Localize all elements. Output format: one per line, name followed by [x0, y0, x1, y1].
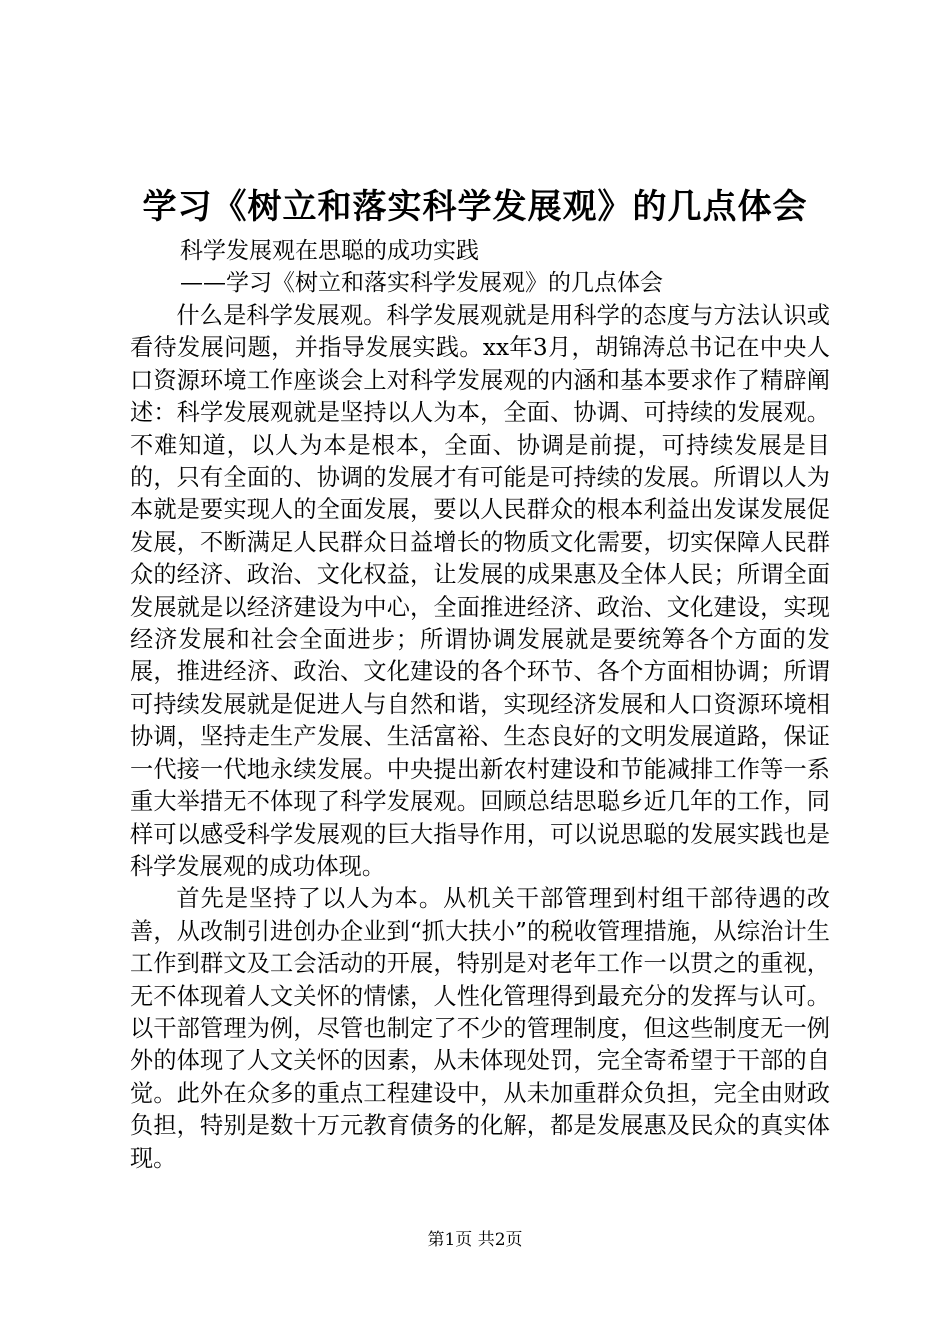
subtitle-secondary: ——学习《树立和落实科学发展观》的几点体会 [180, 270, 663, 296]
subtitle-main: 科学发展观在思聪的成功实践 [180, 238, 479, 264]
page-title: 学习《树立和落实科学发展观》的几点体会 [142, 187, 808, 227]
page-number-footer: 第1页 共2页 [427, 1230, 523, 1250]
paragraph-2: 首先是坚持了以人为本。从机关干部管理到村组干部待遇的改善，从改制引进创办企业到“抓大扶小”的税收管理措施，从综治计生工作到群文及工会活动的开展，特别是对老年工作一以贯之的重视，无不体现着人文关怀的情愫，人性化管理得到最充分的发挥与认可。以干部管理为例，尽管也制定了不少的管理制度，但这些制度无一例外的体现了人文关怀的因素，从未体现处罚，完全寄希望于干部的自觉。此外在众多的重点工程建设中，从未加重群众负担，完全由财政负担，特别是数十万元教育债务的化解，都是发展惠及民众的真实体现。 [130, 885, 830, 1172]
article-body [130, 300, 830, 1175]
paragraph-1: 什么是科学发展观。科学发展观就是用科学的态度与方法认识或看待发展问题，并指导发展实践。xx年3月，胡锦涛总书记在中央人口资源环境工作座谈会上对科学发展观的内涵和基本要求作了精辟阐述：科学发展观就是坚持以人为本，全面、协调、可持续的发展观。不难知道，以人为本是根本，全面、协调是前提，可持续发展是目的，只有全面的、协调的发展才有可能是可持续的发展。所谓以人为本就是要实现人的全面发展，要以人民群众的根本利益出发谋发展促发展，不断满足人民群众日益增长的物质文化需要，切实保障人民群众的经济、政治、文化权益，让发展的成果惠及全体人民；所谓全面发展就是以经济建设为中心，全面推进经济、政治、文化建设，实现经济发展和社会全面进步；所谓协调发展就是要统筹各个方面的发展，推进经济、政治、文化建设的各个环节、各个方面相协调；所谓可持续发展就是促进人与自然和谐，实现经济发展和人口资源环境相协调，坚持走生产发展、生活富裕、生态良好的文明发展道路，保证一代接一代地永续发展。中央提出新农村建设和节能减排工作等一系重大举措无不体现了科学发展观。回顾总结思聪乡近几年的工作，同样可以感受科学发展观的巨大指导作用，可以说思聪的发展实践也是科学发展观的成功体现。 [130, 302, 830, 880]
